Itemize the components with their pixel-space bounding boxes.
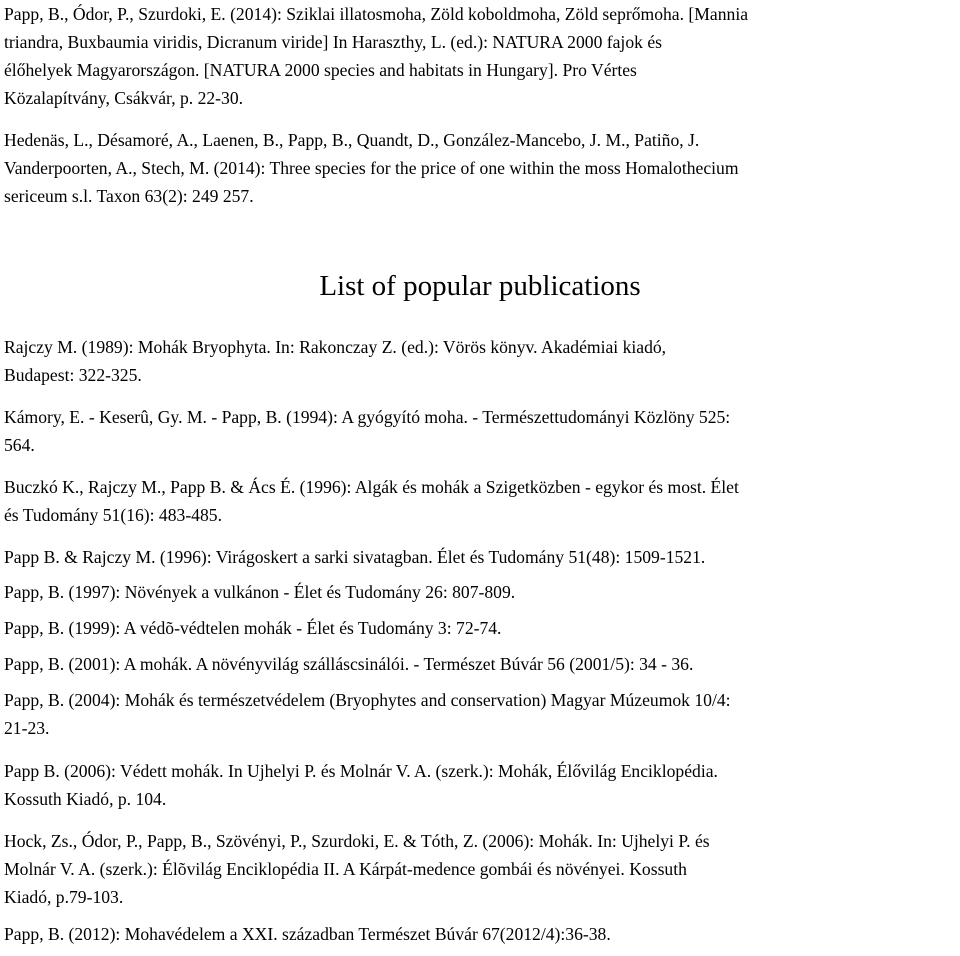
publication-line: Budapest: 322-325. [4, 365, 142, 385]
reference-line: Hedenäs, L., Désamoré, A., Laenen, B., Papp, B., Quandt, D., González-Mancebo, J. M., Patiño, J. [4, 130, 700, 150]
publication-line: 21-23. [4, 718, 50, 738]
publication-line: Papp B. & Rajczy M. (1996): Virágoskert a sarki sivatagban. Élet és Tudomány 51(48): 1509-1521. [4, 547, 706, 567]
publication-entry [4, 333, 960, 389]
publication-entry [4, 686, 960, 742]
publication-entry [4, 827, 960, 911]
publication-line: 564. [4, 435, 35, 455]
publication-line: Buczkó K., Rajczy M., Papp B. & Ács É. (1996): Algák és mohák a Szigetközben - egykor és most. Élet [4, 477, 739, 497]
publication-line: Papp, B. (2012): Mohavédelem a XXI. században Természet Búvár 67(2012/4):36-38. [4, 924, 611, 944]
publication-line: Hock, Zs., Ódor, P., Papp, B., Szövényi, P., Szurdoki, E. & Tóth, Z. (2006): Mohák. In: Ujhelyi P. és [4, 831, 710, 851]
reference-line: sericeum s.l. Taxon 63(2): 249 257. [4, 186, 254, 206]
publication-line: és Tudomány 51(16): 483-485. [4, 505, 222, 525]
publication-entry [4, 650, 960, 678]
reference-line: Vanderpoorten, A., Stech, M. (2014): Three species for the price of one within the moss Homalothecium [4, 158, 739, 178]
publication-entry [4, 757, 960, 813]
publication-line: Papp, B. (1999): A védõ-védtelen mohák - Élet és Tudomány 3: 72-74. [4, 618, 502, 638]
reference-line: élőhelyek Magyarországon. [NATURA 2000 species and habitats in Hungary]. Pro Vértes [4, 60, 637, 80]
publication-line: Kiadó, p.79-103. [4, 887, 124, 907]
publication-line: Molnár V. A. (szerk.): Élõvilág Enciklopédia II. A Kárpát-medence gombái és növényei. Kossuth [4, 859, 687, 879]
publication-entry [4, 614, 960, 642]
publication-line: Papp B. (2006): Védett mohák. In Ujhelyi P. és Molnár V. A. (szerk.): Mohák, Élővilág Enciklopédia. [4, 761, 718, 781]
publication-entry [4, 403, 960, 459]
publication-entry [4, 543, 960, 571]
section-title: List of popular publications [319, 270, 641, 302]
publication-line: Papp, B. (1997): Növények a vulkánon - Élet és Tudomány 26: 807-809. [4, 582, 516, 602]
reference-line: Papp, B., Ódor, P., Szurdoki, E. (2014): Sziklai illatosmoha, Zöld koboldmoha, Zöld seprőmoha. [Mannia [4, 4, 749, 24]
publication-entry [4, 578, 960, 606]
publication-line: Kámory, E. - Keserû, Gy. M. - Papp, B. (1994): A gyógyító moha. - Természettudományi Közlöny 525: [4, 407, 731, 427]
publication-line: Papp, B. (2001): A mohák. A növényvilág szálláscsinálói. - Természet Búvár 56 (2001/5): 34 - 36. [4, 654, 694, 674]
publication-entry [4, 920, 960, 948]
reference-entry [4, 0, 960, 112]
publication-line: Papp, B. (2004): Mohák és természetvédelem (Bryophytes and conservation) Magyar Múzeumok 10/4: [4, 690, 731, 710]
publication-line: Rajczy M. (1989): Mohák Bryophyta. In: Rakonczay Z. (ed.): Vörös könyv. Akadémiai kiadó, [4, 337, 667, 357]
reference-line: Közalapítvány, Csákvár, p. 22-30. [4, 88, 244, 108]
reference-line: triandra, Buxbaumia viridis, Dicranum viride] In Haraszthy, L. (ed.): NATURA 2000 fajok és [4, 32, 662, 52]
reference-entry [4, 126, 960, 210]
publication-entry [4, 473, 960, 529]
publication-line: Kossuth Kiadó, p. 104. [4, 789, 167, 809]
